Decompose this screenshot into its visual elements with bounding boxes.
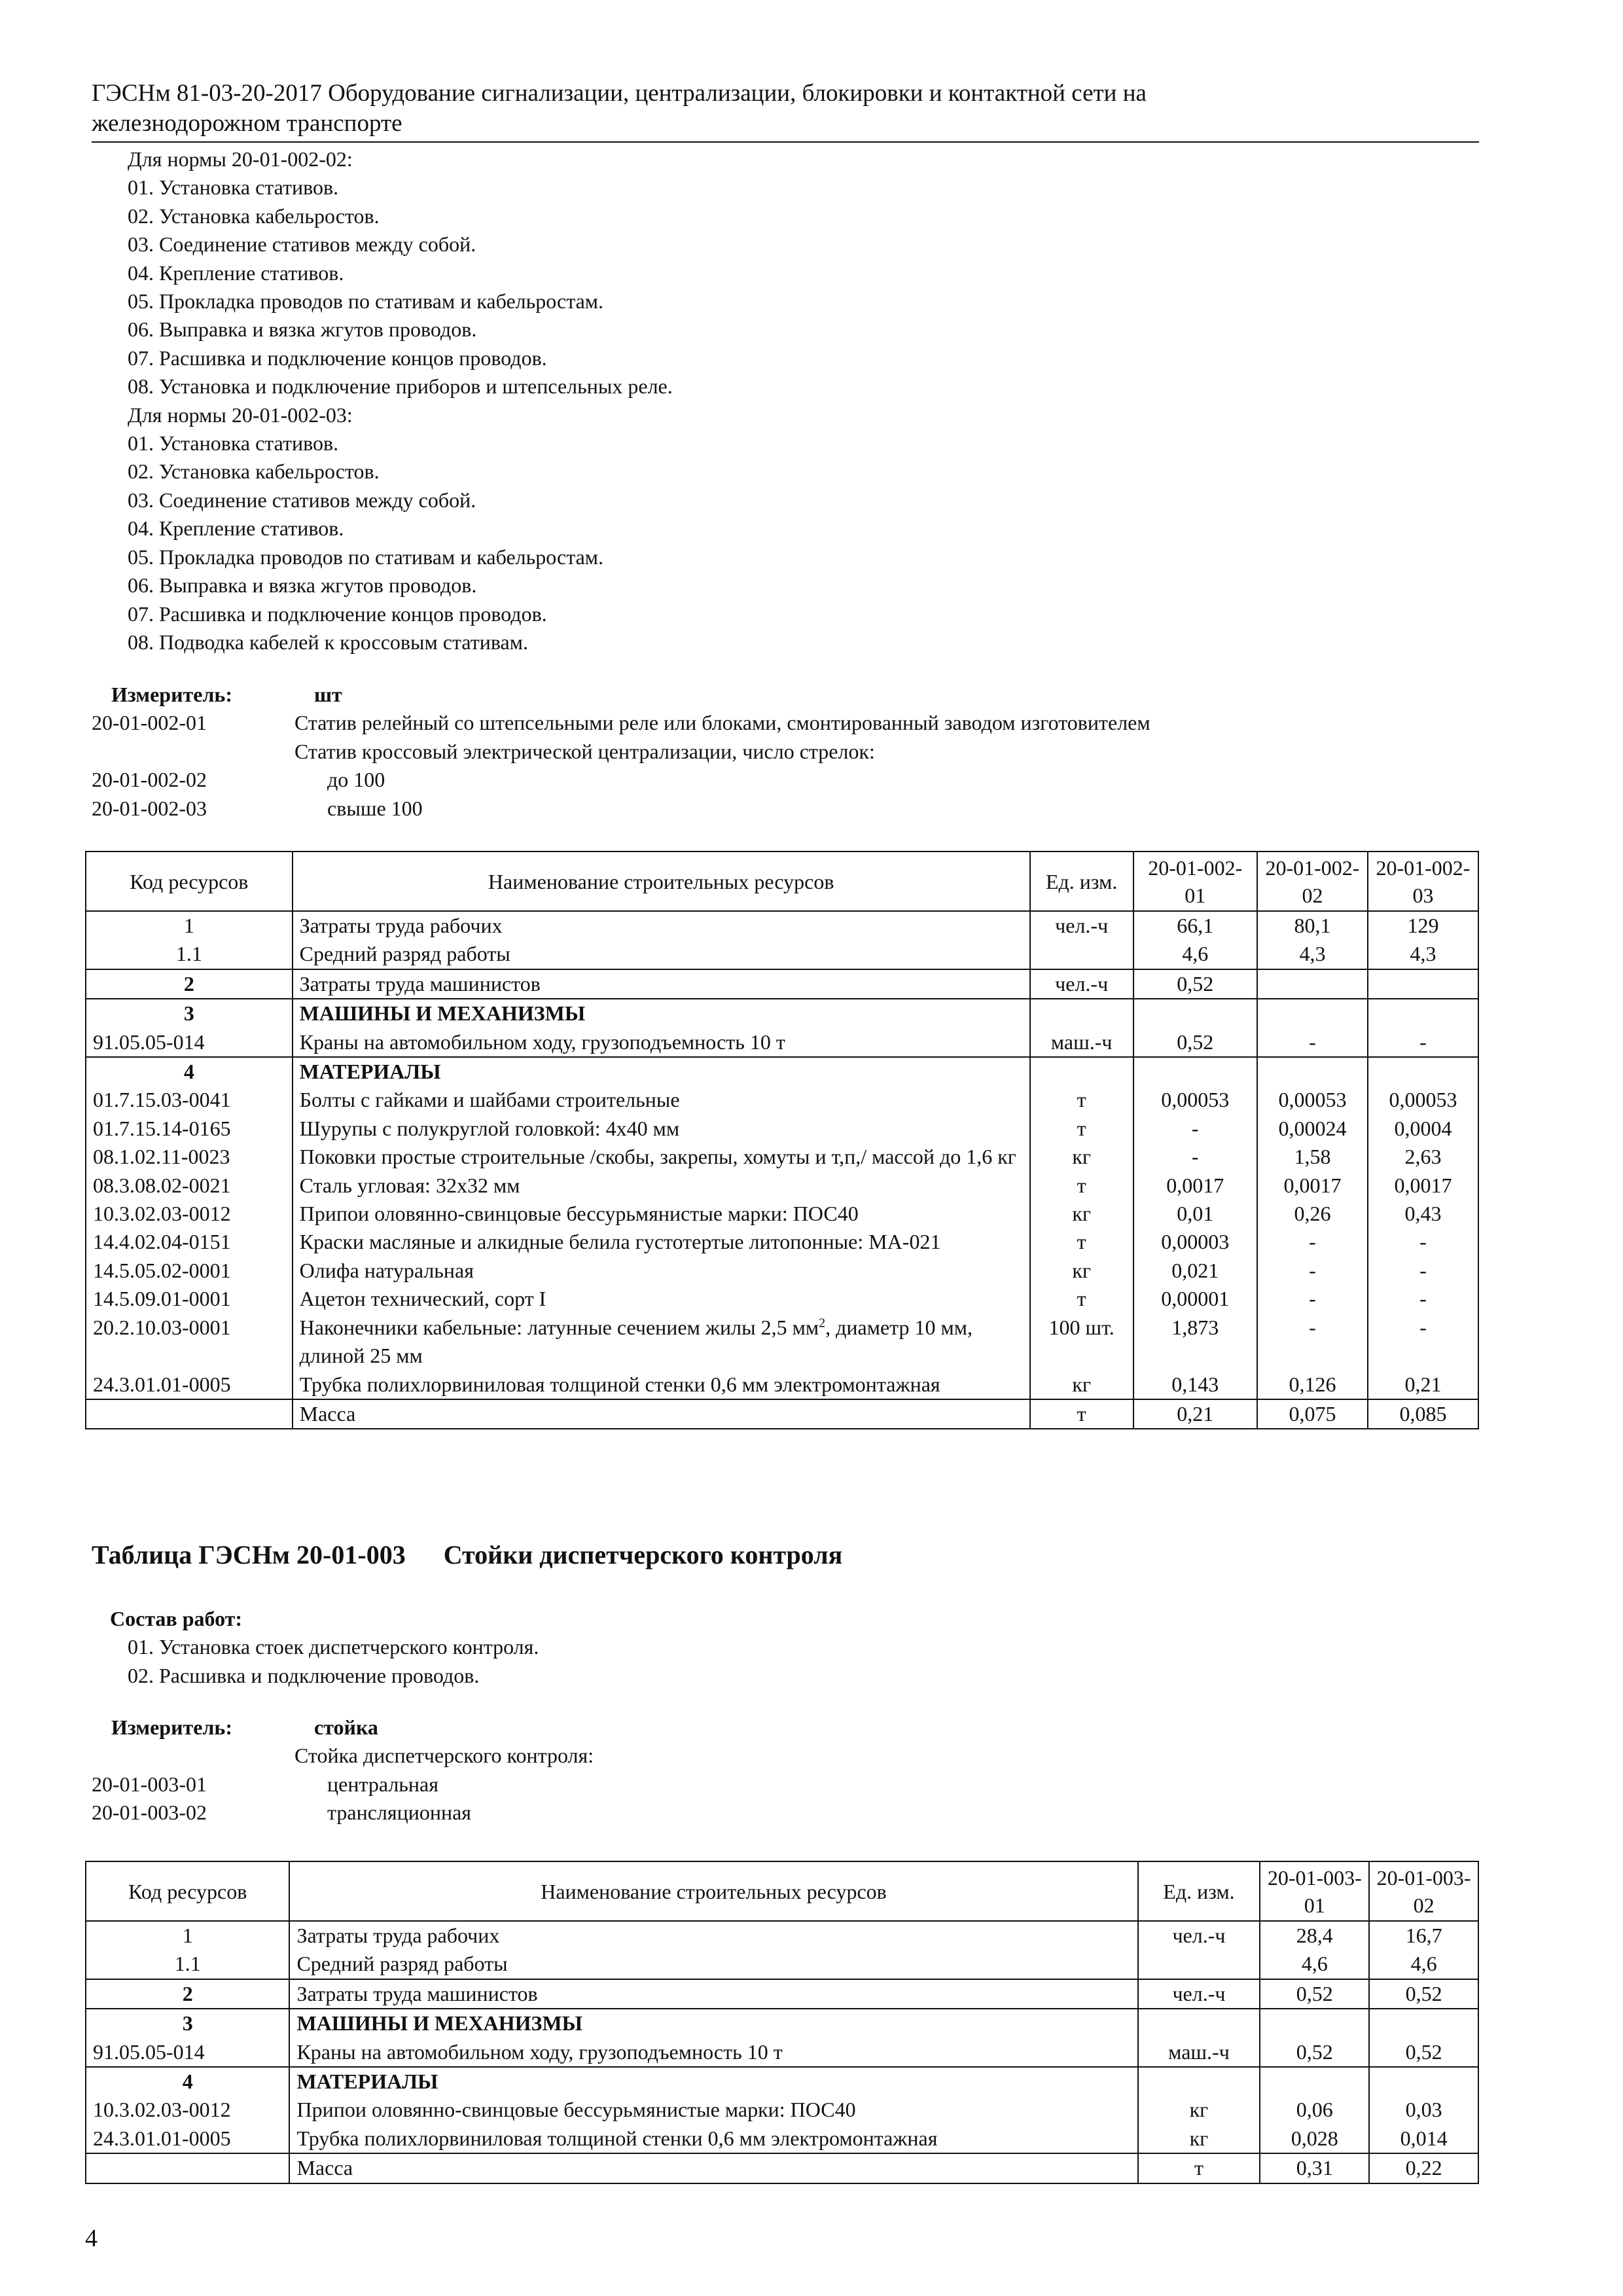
cell-code: 3 bbox=[86, 2009, 289, 2037]
cell-unit: кг bbox=[1030, 1371, 1133, 1399]
cell-value: 0,0017 bbox=[1368, 1172, 1478, 1200]
cell-value: 80,1 bbox=[1257, 911, 1368, 940]
work-list-item: 05. Прокладка проводов по стативам и кабельростам. bbox=[128, 289, 604, 314]
header-line-1: ГЭСНм 81-03-20-2017 Оборудование сигнализации, централизации, блокировки и контактной сети на bbox=[92, 80, 1147, 107]
header-name: Наименование строительных ресурсов bbox=[289, 1861, 1137, 1921]
cell-name: Трубка полихлорвиниловая толщиной стенки 0,6 мм электромонтажная bbox=[289, 2125, 1137, 2153]
meter-block-1 bbox=[92, 681, 1479, 823]
cell-name: Сталь угловая: 32х32 мм bbox=[293, 1172, 1030, 1200]
cell-code: 1 bbox=[86, 911, 293, 940]
cell-value: - bbox=[1133, 1115, 1257, 1143]
work-list-item: Для нормы 20-01-002-03: bbox=[128, 403, 353, 427]
work-list-item: 01. Установка стативов. bbox=[128, 431, 339, 456]
cell-value: 0,0004 bbox=[1368, 1115, 1478, 1143]
norm-description: Стойка диспетчерского контроля: bbox=[294, 1744, 594, 1768]
cell-code: 20.2.10.03-0001 bbox=[86, 1314, 293, 1371]
cell-value: 4,6 bbox=[1133, 940, 1257, 969]
cell-unit: кг bbox=[1138, 2125, 1260, 2153]
cell-name: Средний разряд работы bbox=[293, 940, 1030, 969]
cell-value: - bbox=[1368, 1285, 1478, 1313]
cell-code: 14.5.09.01-0001 bbox=[86, 1285, 293, 1313]
table-row bbox=[86, 2038, 1478, 2067]
work-list-item: 06. Выправка и вязка жгутов проводов. bbox=[128, 317, 477, 342]
table-row bbox=[86, 1399, 1478, 1429]
norm-code: 20-01-003-02 bbox=[92, 1801, 207, 1825]
cell-unit: т bbox=[1030, 1228, 1133, 1256]
page-header bbox=[92, 79, 1479, 143]
norm-description: Статив релейный со штепсельными реле или блоками, смонтированный заводом изготовителем bbox=[294, 711, 1150, 735]
table-row bbox=[86, 1028, 1478, 1057]
cell-value: 0,22 bbox=[1369, 2153, 1478, 2183]
norm-code: 20-01-002-03 bbox=[92, 796, 207, 820]
cell-value: 0,52 bbox=[1133, 1028, 1257, 1057]
cell-value: 0,03 bbox=[1369, 2096, 1478, 2124]
work-list-item: 02. Установка кабельростов. bbox=[128, 459, 380, 484]
table-row bbox=[86, 1371, 1478, 1399]
table-row bbox=[86, 1115, 1478, 1143]
norm-code: 20-01-002-02 bbox=[92, 768, 207, 792]
work-composition-list bbox=[128, 145, 1436, 656]
cell-value bbox=[1260, 2009, 1369, 2037]
cell-value: 1,873 bbox=[1133, 1314, 1257, 1371]
header-code: Код ресурсов bbox=[86, 852, 293, 911]
work-list-item: 06. Выправка и вязка жгутов проводов. bbox=[128, 573, 477, 598]
table-row bbox=[86, 1257, 1478, 1285]
meter-block-2 bbox=[92, 1713, 1479, 1827]
cell-value: 0,06 bbox=[1260, 2096, 1369, 2124]
cell-code: 14.5.05.02-0001 bbox=[86, 1257, 293, 1285]
header-line-2: железнодорожном транспорте bbox=[92, 110, 402, 137]
cell-value: 0,52 bbox=[1260, 2038, 1369, 2067]
norm-description: трансляционная bbox=[327, 1801, 472, 1825]
cell-value: 4,3 bbox=[1257, 940, 1368, 969]
table-row bbox=[86, 2096, 1478, 2124]
cell-value: 0,31 bbox=[1260, 2153, 1369, 2183]
header-norm-col: 20-01-002-02 bbox=[1257, 852, 1368, 911]
table-row bbox=[86, 1143, 1478, 1171]
cell-value: 1,58 bbox=[1257, 1143, 1368, 1171]
cell-value: 2,63 bbox=[1368, 1143, 1478, 1171]
cell-value bbox=[1260, 2067, 1369, 2096]
header-unit: Ед. изм. bbox=[1138, 1861, 1260, 1921]
cell-code: 3 bbox=[86, 999, 293, 1028]
meter-label: Измеритель: bbox=[111, 1715, 232, 1739]
superscript: 2 bbox=[819, 1316, 826, 1331]
cell-unit: т bbox=[1030, 1115, 1133, 1143]
cell-code bbox=[86, 1399, 293, 1429]
cell-value: 66,1 bbox=[1133, 911, 1257, 940]
cell-name: Трубка полихлорвиниловая толщиной стенки 0,6 мм электромонтажная bbox=[293, 1371, 1030, 1399]
cell-value: 0,0017 bbox=[1133, 1172, 1257, 1200]
header-code: Код ресурсов bbox=[86, 1861, 289, 1921]
norm-description: Статив кроссовый электрической централизации, число стрелок: bbox=[294, 739, 875, 763]
cell-code: 1.1 bbox=[86, 1950, 289, 1979]
cell-code: 08.1.02.11-0023 bbox=[86, 1143, 293, 1171]
cell-value: 0,00001 bbox=[1133, 1285, 1257, 1313]
table-row bbox=[86, 940, 1478, 969]
work-list-item: 01. Установка стативов. bbox=[128, 175, 339, 200]
cell-value bbox=[1257, 1057, 1368, 1086]
cell-value: 0,00053 bbox=[1257, 1086, 1368, 1114]
cell-unit: кг bbox=[1030, 1200, 1133, 1228]
cell-code: 10.3.02.03-0012 bbox=[86, 1200, 293, 1228]
cell-code: 01.7.15.14-0165 bbox=[86, 1115, 293, 1143]
table-row bbox=[86, 1200, 1478, 1228]
meter-label: Измеритель: bbox=[111, 683, 232, 706]
cell-code: 10.3.02.03-0012 bbox=[86, 2096, 289, 2124]
cell-name: Ацетон технический, сорт I bbox=[293, 1285, 1030, 1313]
table-row bbox=[86, 969, 1478, 999]
cell-unit: т bbox=[1138, 2153, 1260, 2183]
work-list-item: 07. Расшивка и подключение концов проводов. bbox=[128, 346, 547, 370]
meter-unit: стойка bbox=[314, 1715, 378, 1739]
header-name: Наименование строительных ресурсов bbox=[293, 852, 1030, 911]
cell-unit: т bbox=[1030, 1172, 1133, 1200]
work-list-item: 03. Соединение стативов между собой. bbox=[128, 232, 476, 257]
table-title-code: Таблица ГЭСНм 20-01-003 bbox=[92, 1540, 406, 1570]
cell-name bbox=[293, 1314, 1030, 1371]
work-list-item: 01. Установка стоек диспетчерского контроля. bbox=[128, 1635, 539, 1659]
cell-value: 0,21 bbox=[1133, 1399, 1257, 1429]
cell-code bbox=[86, 2153, 289, 2183]
cell-code: 4 bbox=[86, 2067, 289, 2096]
table-row bbox=[86, 1950, 1478, 1979]
work-list-item: 08. Подводка кабелей к кроссовым стативам. bbox=[128, 630, 528, 654]
page-number: 4 bbox=[85, 2225, 98, 2252]
cell-unit: 100 шт. bbox=[1030, 1314, 1133, 1371]
cell-value: 4,3 bbox=[1368, 940, 1478, 969]
table-row bbox=[86, 2009, 1478, 2037]
cell-unit: т bbox=[1030, 1399, 1133, 1429]
cell-value: 129 bbox=[1368, 911, 1478, 940]
cell-value: 0,028 bbox=[1260, 2125, 1369, 2153]
cell-unit bbox=[1030, 940, 1133, 969]
cell-name-part: Наконечники кабельные: латунные сечением жилы 2,5 мм bbox=[299, 1315, 819, 1339]
table-row bbox=[86, 1172, 1478, 1200]
cell-name: Припои оловянно-свинцовые бессурьмянистые марки: ПОС40 bbox=[293, 1200, 1030, 1228]
cell-value: 0,00053 bbox=[1368, 1086, 1478, 1114]
cell-value: - bbox=[1368, 1257, 1478, 1285]
cell-unit: чел.-ч bbox=[1030, 969, 1133, 999]
cell-value: 0,143 bbox=[1133, 1371, 1257, 1399]
cell-name: Затраты труда машинистов bbox=[289, 1979, 1137, 2009]
table-row bbox=[86, 1228, 1478, 1256]
norm-code: 20-01-003-01 bbox=[92, 1772, 207, 1796]
table-row bbox=[86, 1979, 1478, 2009]
header-unit: Ед. изм. bbox=[1030, 852, 1133, 911]
cell-code: 4 bbox=[86, 1057, 293, 1086]
work-list-item: 02. Установка кабельростов. bbox=[128, 204, 380, 228]
cell-code: 2 bbox=[86, 1979, 289, 2009]
cell-unit bbox=[1030, 999, 1133, 1028]
cell-name: Масса bbox=[293, 1399, 1030, 1429]
cell-value: 0,52 bbox=[1369, 1979, 1478, 2009]
cell-value: 0,52 bbox=[1369, 2038, 1478, 2067]
cell-value: - bbox=[1368, 1228, 1478, 1256]
table-row bbox=[86, 911, 1478, 940]
cell-value: 0,00024 bbox=[1257, 1115, 1368, 1143]
cell-value: 0,52 bbox=[1133, 969, 1257, 999]
table-row bbox=[86, 1314, 1478, 1371]
cell-value: 0,43 bbox=[1368, 1200, 1478, 1228]
resources-table-2 bbox=[85, 1861, 1479, 2184]
cell-name: Шурупы с полукруглой головкой: 4х40 мм bbox=[293, 1115, 1030, 1143]
table-row bbox=[86, 1921, 1478, 1950]
cell-value: 0,126 bbox=[1257, 1371, 1368, 1399]
cell-unit bbox=[1138, 1950, 1260, 1979]
cell-value: 0,21 bbox=[1368, 1371, 1478, 1399]
cell-value bbox=[1257, 999, 1368, 1028]
cell-value bbox=[1133, 999, 1257, 1028]
cell-value bbox=[1369, 2067, 1478, 2096]
cell-unit: чел.-ч bbox=[1138, 1979, 1260, 2009]
cell-name: Поковки простые строительные /скобы, закрепы, хомуты и т,п,/ массой до 1,6 кг bbox=[293, 1143, 1030, 1171]
work-list-item: 04. Крепление стативов. bbox=[128, 516, 344, 541]
cell-name: Болты с гайками и шайбами строительные bbox=[293, 1086, 1030, 1114]
table-row bbox=[86, 1285, 1478, 1313]
table-title-name: Стойки диспетчерского контроля bbox=[443, 1540, 843, 1570]
table-row bbox=[86, 2067, 1478, 2096]
cell-unit: кг bbox=[1030, 1257, 1133, 1285]
work-list-item: 08. Установка и подключение приборов и штепсельных реле. bbox=[128, 374, 673, 399]
cell-section-name: МАТЕРИАЛЫ bbox=[293, 1057, 1030, 1086]
cell-unit: маш.-ч bbox=[1030, 1028, 1133, 1057]
cell-value: 4,6 bbox=[1260, 1950, 1369, 1979]
work-list-item: 07. Расшивка и подключение концов проводов. bbox=[128, 601, 547, 626]
cell-code: 24.3.01.01-0005 bbox=[86, 1371, 293, 1399]
cell-name: Краны на автомобильном ходу, грузоподъемность 10 т bbox=[289, 2038, 1137, 2067]
cell-value: 16,7 bbox=[1369, 1921, 1478, 1950]
header-norm-col: 20-01-002-01 bbox=[1133, 852, 1257, 911]
cell-unit: кг bbox=[1030, 1143, 1133, 1171]
cell-unit: чел.-ч bbox=[1030, 911, 1133, 940]
work-list-item: 02. Расшивка и подключение проводов. bbox=[128, 1663, 480, 1687]
cell-unit: т bbox=[1030, 1285, 1133, 1313]
cell-value bbox=[1133, 1057, 1257, 1086]
cell-value bbox=[1368, 1057, 1478, 1086]
cell-name: Масса bbox=[289, 2153, 1137, 2183]
cell-name: Затраты труда рабочих bbox=[289, 1921, 1137, 1950]
cell-unit bbox=[1030, 1057, 1133, 1086]
cell-value: 0,52 bbox=[1260, 1979, 1369, 2009]
work-list-item: Для нормы 20-01-002-02: bbox=[128, 147, 353, 171]
cell-value: 0,075 bbox=[1257, 1399, 1368, 1429]
table-row bbox=[86, 2125, 1478, 2153]
cell-name: Краски масляные и алкидные белила густотертые литопонные: МА-021 bbox=[293, 1228, 1030, 1256]
cell-value: 28,4 bbox=[1260, 1921, 1369, 1950]
cell-code: 14.4.02.04-0151 bbox=[86, 1228, 293, 1256]
cell-value: - bbox=[1133, 1143, 1257, 1171]
table-row bbox=[86, 1086, 1478, 1114]
header-norm-col: 20-01-002-03 bbox=[1368, 852, 1478, 911]
cell-value bbox=[1368, 999, 1478, 1028]
cell-value: 0,00003 bbox=[1133, 1228, 1257, 1256]
cell-code: 91.05.05-014 bbox=[86, 2038, 289, 2067]
work-list-item: 05. Прокладка проводов по стативам и кабельростам. bbox=[128, 545, 604, 569]
cell-code: 01.7.15.03-0041 bbox=[86, 1086, 293, 1114]
cell-code: 1 bbox=[86, 1921, 289, 1950]
cell-name: Затраты труда рабочих bbox=[293, 911, 1030, 940]
cell-value bbox=[1369, 2009, 1478, 2037]
work-list-item: 03. Соединение стативов между собой. bbox=[128, 488, 476, 512]
cell-value: - bbox=[1257, 1285, 1368, 1313]
cell-code: 08.3.08.02-0021 bbox=[86, 1172, 293, 1200]
cell-section-name: МАШИНЫ И МЕХАНИЗМЫ bbox=[289, 2009, 1137, 2037]
cell-value: - bbox=[1257, 1028, 1368, 1057]
resources-table-1 bbox=[85, 851, 1479, 1429]
cell-value: 0,00053 bbox=[1133, 1086, 1257, 1114]
norm-description: центральная bbox=[327, 1772, 438, 1796]
cell-name-part: , диаметр 10 мм, длиной 25 мм bbox=[299, 1315, 973, 1368]
work-composition-label: Состав работ: bbox=[110, 1607, 243, 1630]
cell-unit: кг bbox=[1138, 2096, 1260, 2124]
cell-value: - bbox=[1368, 1314, 1478, 1371]
cell-section-name: МАШИНЫ И МЕХАНИЗМЫ bbox=[293, 999, 1030, 1028]
cell-code: 1.1 bbox=[86, 940, 293, 969]
cell-name: Олифа натуральная bbox=[293, 1257, 1030, 1285]
work-composition bbox=[110, 1605, 539, 1690]
cell-value: 0,014 bbox=[1369, 2125, 1478, 2153]
work-list-item: 04. Крепление стативов. bbox=[128, 260, 344, 285]
cell-unit: маш.-ч bbox=[1138, 2038, 1260, 2067]
norm-code: 20-01-002-01 bbox=[92, 711, 207, 735]
cell-code: 2 bbox=[86, 969, 293, 999]
cell-value: - bbox=[1257, 1228, 1368, 1256]
cell-code: 91.05.05-014 bbox=[86, 1028, 293, 1057]
cell-value: - bbox=[1257, 1314, 1368, 1371]
cell-unit bbox=[1138, 2067, 1260, 2096]
table-title bbox=[92, 1539, 842, 1570]
cell-value: 0,085 bbox=[1368, 1399, 1478, 1429]
header-norm-col: 20-01-003-01 bbox=[1260, 1861, 1369, 1921]
meter-unit: шт bbox=[314, 683, 342, 706]
cell-name: Припои оловянно-свинцовые бессурьмянистые марки: ПОС40 bbox=[289, 2096, 1137, 2124]
cell-value: 0,01 bbox=[1133, 1200, 1257, 1228]
norm-code bbox=[92, 1742, 294, 1770]
cell-name: Краны на автомобильном ходу, грузоподъемность 10 т bbox=[293, 1028, 1030, 1057]
cell-value: 0,021 bbox=[1133, 1257, 1257, 1285]
cell-unit: т bbox=[1030, 1086, 1133, 1114]
cell-name: Затраты труда машинистов bbox=[293, 969, 1030, 999]
cell-value: - bbox=[1368, 1028, 1478, 1057]
cell-unit bbox=[1138, 2009, 1260, 2037]
cell-value: 0,26 bbox=[1257, 1200, 1368, 1228]
norm-code bbox=[92, 738, 294, 766]
cell-value bbox=[1257, 969, 1368, 999]
norm-description: свыше 100 bbox=[327, 796, 423, 820]
cell-unit: чел.-ч bbox=[1138, 1921, 1260, 1950]
cell-value: 0,0017 bbox=[1257, 1172, 1368, 1200]
cell-name: Средний разряд работы bbox=[289, 1950, 1137, 1979]
cell-value bbox=[1368, 969, 1478, 999]
cell-value: 4,6 bbox=[1369, 1950, 1478, 1979]
table-row bbox=[86, 999, 1478, 1028]
cell-code: 24.3.01.01-0005 bbox=[86, 2125, 289, 2153]
header-norm-col: 20-01-003-02 bbox=[1369, 1861, 1478, 1921]
cell-value: - bbox=[1257, 1257, 1368, 1285]
cell-section-name: МАТЕРИАЛЫ bbox=[289, 2067, 1137, 2096]
table-row bbox=[86, 2153, 1478, 2183]
table-row bbox=[86, 1057, 1478, 1086]
norm-description: до 100 bbox=[327, 768, 385, 792]
